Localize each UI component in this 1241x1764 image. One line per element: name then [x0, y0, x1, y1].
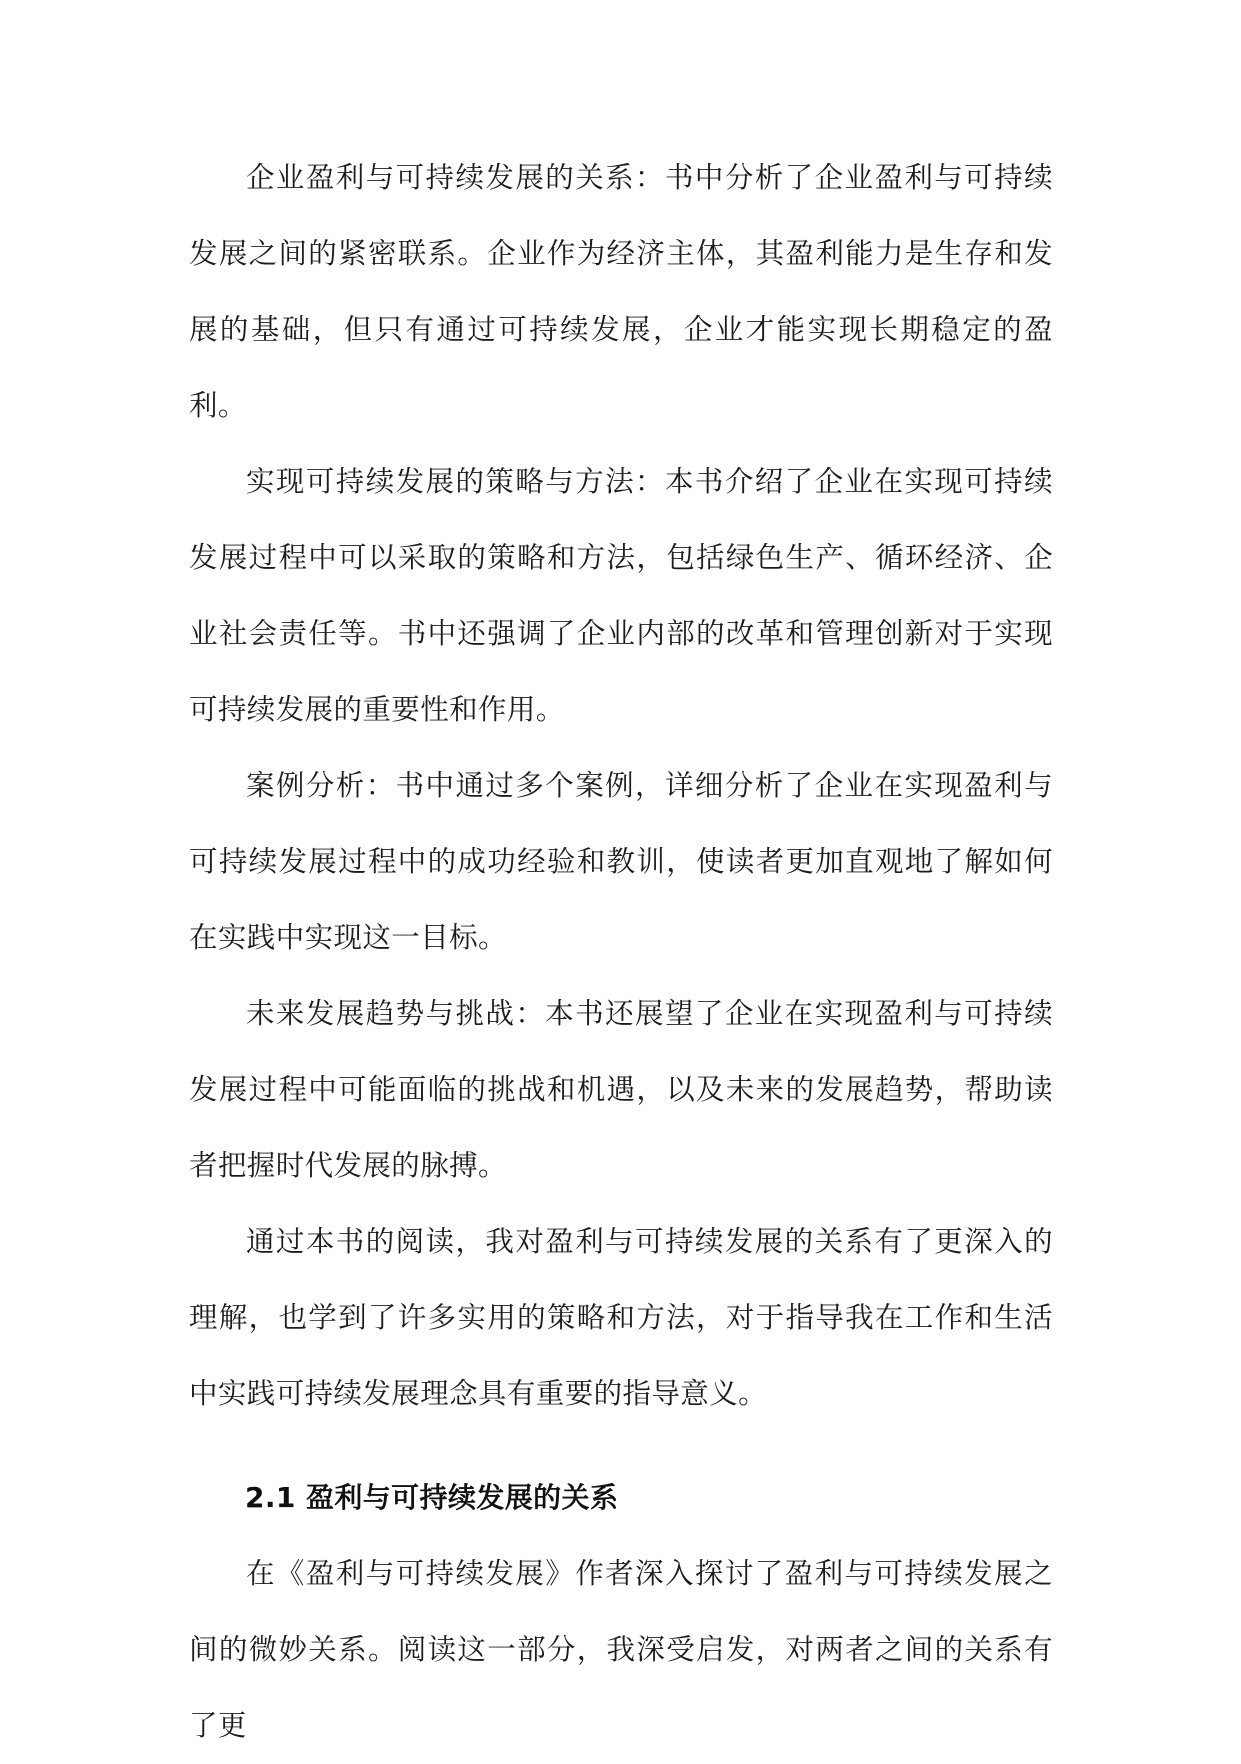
paragraph-section-intro: 在《盈利与可持续发展》作者深入探讨了盈利与可持续发展之间的微妙关系。阅读这一部分，我深受启发，对两者之间的关系有了更 [189, 1557, 1053, 1742]
paragraph-profit-sustainability: 企业盈利与可持续发展的关系：书中分析了企业盈利与可持续发展之间的紧密联系。企业作为经济主体，其盈利能力是生存和发展的基础，但只有通过可持续发展，企业才能实现长期稳定的盈利。 [189, 161, 1053, 422]
paragraph-future-trends: 未来发展趋势与挑战：本书还展望了企业在实现盈利与可持续发展过程中可能面临的挑战和机遇，以及未来的发展趋势，帮助读者把握时代发展的脉搏。 [189, 997, 1053, 1182]
paragraph-strategies-methods: 实现可持续发展的策略与方法：本书介绍了企业在实现可持续发展过程中可以采取的策略和方法，包括绿色生产、循环经济、企业社会责任等。书中还强调了企业内部的改革和管理创新对于实现可持续发展的重要性和作用。 [189, 465, 1053, 726]
section-heading: 2.1 盈利与可持续发展的关系 [245, 1481, 619, 1514]
paragraph-case-analysis: 案例分析：书中通过多个案例，详细分析了企业在实现盈利与可持续发展过程中的成功经验和教训，使读者更加直观地了解如何在实践中实现这一目标。 [189, 769, 1053, 954]
document-body [189, 140, 1053, 1764]
paragraph-reading-summary: 通过本书的阅读，我对盈利与可持续发展的关系有了更深入的理解，也学到了许多实用的策略和方法，对于指导我在工作和生活中实践可持续发展理念具有重要的指导意义。 [189, 1225, 1053, 1410]
